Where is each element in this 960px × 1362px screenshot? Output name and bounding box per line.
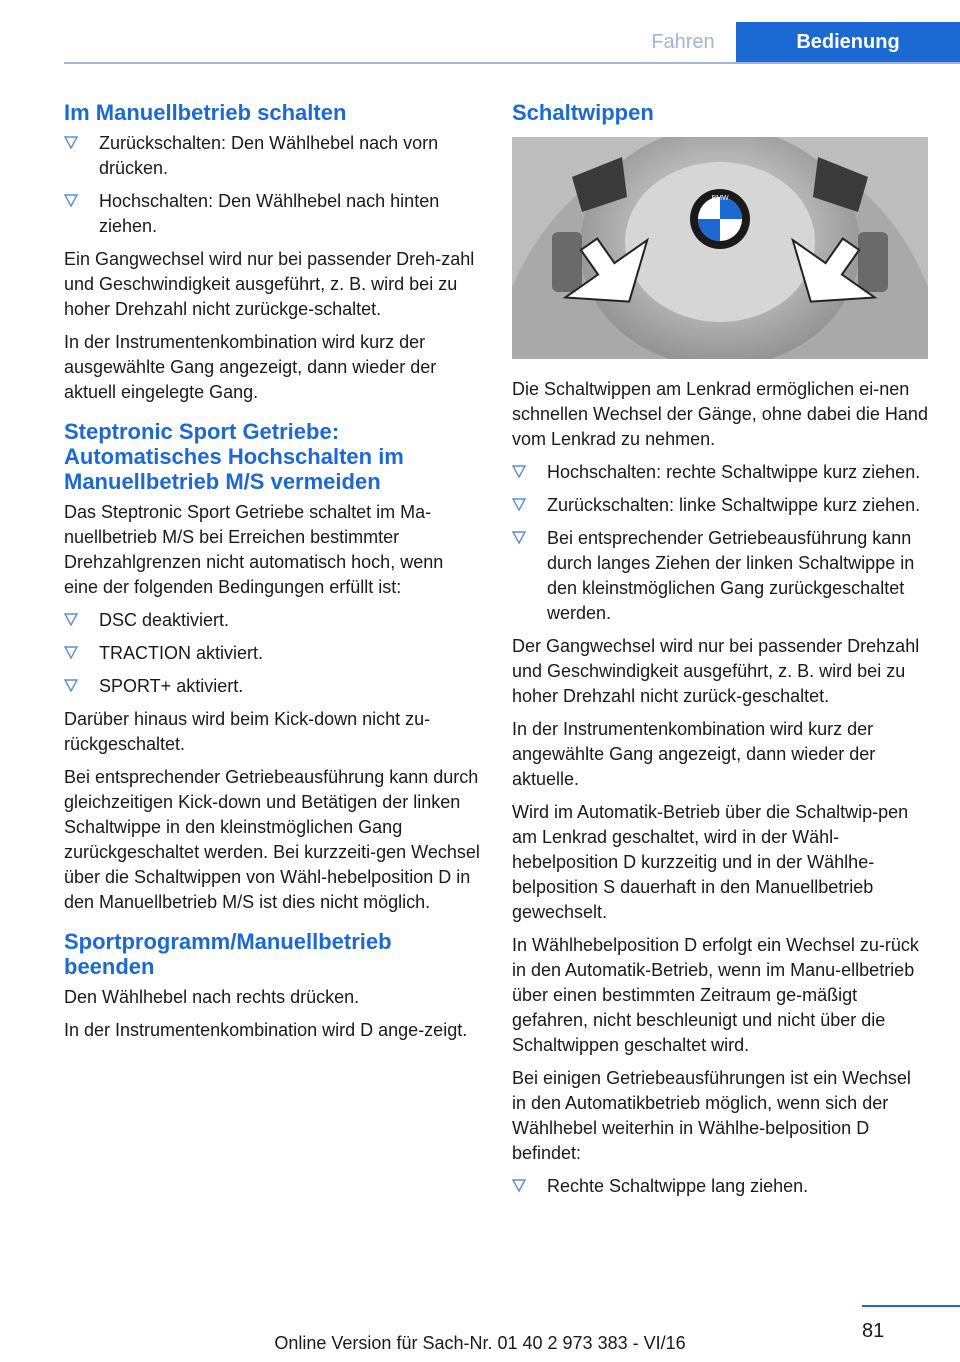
list-item (64, 189, 480, 239)
list-item (512, 1174, 928, 1199)
header-divider (64, 62, 960, 64)
bmw-logo-text: BMW (711, 195, 729, 202)
paragraph: In der Instrumentenkombination wird kurz der ausgewählte Gang angezeigt, dann wieder der aktuell eingelegte Gang. (64, 332, 437, 402)
list-item (64, 641, 480, 666)
list-item-text: Rechte Schaltwippe lang ziehen. (547, 1176, 809, 1196)
final-list (512, 1174, 928, 1199)
list-item (64, 131, 480, 181)
list-item-text: Hochschalten: rechte Schaltwippe kurz ziehen. (547, 462, 921, 482)
triangle-bullet-icon (64, 679, 78, 693)
paragraph: Bei einigen Getriebeausführungen ist ein Wechsel in den Automatikbetrieb möglich, wenn sich der Wählhebel weiterhin in Wählhe‐belposition D befindet: (512, 1068, 911, 1163)
list-item-text: Zurückschalten: Den Wählhebel nach vorn drücken. (99, 133, 439, 178)
online-version-note: Online Version für Sach-Nr. 01 40 2 973 383 - VI/16 (274, 1333, 686, 1353)
list-item (512, 526, 928, 626)
list-item-text: TRACTION aktiviert. (99, 643, 264, 663)
list-item-text: DSC deaktiviert. (99, 610, 230, 630)
paragraph: Bei entsprechender Getriebeausführung kann durch gleichzeitigen Kick-down und Betätigen der linken Schaltwippe in den kleinstmöglichen Gang zurückgeschaltet werden. Bei kurzzeiti‐gen Wechsel über die Schaltwippen von Wähl‐hebelposition D in den Manuellbetrieb M/S ist dies nicht möglich. (64, 767, 480, 912)
conditions-list (64, 608, 480, 699)
paragraph: Ein Gangwechsel wird nur bei passender Dreh‐zahl und Geschwindigkeit ausgeführt, z. B. wird bei zu hoher Drehzahl nicht zurückge‐schaltet. (64, 249, 475, 319)
footer-divider (862, 1305, 960, 1307)
paragraph: Das Steptronic Sport Getriebe schaltet im Ma‐nuellbetrieb M/S bei Erreichen bestimmter Drehzahlgrenzen nicht automatisch hoch, wenn eine der folgenden Bedingungen erfüllt ist: (64, 502, 444, 597)
triangle-bullet-icon (64, 136, 78, 150)
page-number: 81 (862, 1320, 885, 1342)
paragraph: In der Instrumentenkombination wird kurz der angewählte Gang angezeigt, dann wieder der aktuelle. (512, 719, 876, 789)
list-item-text: Hochschalten: Den Wählhebel nach hinten ziehen. (99, 191, 440, 236)
paragraph: In Wählhebelposition D erfolgt ein Wechsel zu‐rück in den Automatik-Betrieb, wenn im Manu‐ellbetrieb über einen bestimmten Zeitraum ge‐mäßigt gefahren, nicht beschleunigt und nicht über die Schaltwippen geschaltet wird. (512, 935, 919, 1055)
list-item-text: Bei entsprechender Getriebeausführung kann durch langes Ziehen der linken Schaltwippe in den kleinstmöglichen Gang zurückgeschaltet werden. (547, 528, 915, 623)
triangle-bullet-icon (512, 465, 526, 479)
list-item (64, 674, 480, 699)
paragraph: Wird im Automatik-Betrieb über die Schaltwip‐pen am Lenkrad geschaltet, wird in der Wähl‐hebelposition D kurzzeitig und in der Wählhe‐belposition S dauerhaft in den Manuellbetrieb gewechselt. (512, 802, 909, 922)
paragraph: In der Instrumentenkombination wird D ange‐zeigt. (64, 1020, 468, 1040)
section-tab-bedienung[interactable]: Bedienung (736, 22, 960, 62)
manual-shift-list (64, 131, 480, 239)
right-column (512, 100, 928, 1207)
paddle-list (512, 460, 928, 626)
triangle-bullet-icon (512, 531, 526, 545)
heading-shift-paddles: Schaltwippen (512, 100, 654, 125)
list-item-text: Zurückschalten: linke Schaltwippe kurz ziehen. (547, 495, 921, 515)
steering-wheel-image (512, 137, 928, 359)
triangle-bullet-icon (64, 646, 78, 660)
triangle-bullet-icon (64, 613, 78, 627)
heading-manual-shift: Im Manuellbetrieb schalten (64, 100, 347, 125)
heading-sport-program: Sportprogramm/Manuellbetrieb beenden (64, 929, 392, 979)
section-tab-fahren[interactable]: Fahren (651, 30, 715, 53)
paragraph: Der Gangwechsel wird nur bei passender Drehzahl und Geschwindigkeit ausgeführt, z. B. wird bei zu hoher Drehzahl nicht zurück‐geschaltet. (512, 636, 920, 706)
triangle-bullet-icon (512, 1179, 526, 1193)
list-item (512, 460, 928, 485)
paragraph: Den Wählhebel nach rechts drücken. (64, 987, 360, 1007)
heading-steptronic: Steptronic Sport Getriebe: Automatisches Hochschalten im Manuellbetrieb M/S vermeiden (64, 419, 404, 494)
header-tabs (630, 22, 960, 62)
paragraph: Darüber hinaus wird beim Kick-down nicht zu‐rückgeschaltet. (64, 709, 431, 754)
left-column (64, 100, 480, 1051)
list-item (64, 608, 480, 633)
list-item-text: SPORT+ aktiviert. (99, 676, 244, 696)
paragraph: Die Schaltwippen am Lenkrad ermöglichen ei‐nen schnellen Wechsel der Gänge, ohne dabei die Hand vom Lenkrad zu nehmen. (512, 379, 928, 449)
list-item (512, 493, 928, 518)
triangle-bullet-icon (512, 498, 526, 512)
triangle-bullet-icon (64, 194, 78, 208)
steering-wheel-illustration (512, 137, 928, 359)
